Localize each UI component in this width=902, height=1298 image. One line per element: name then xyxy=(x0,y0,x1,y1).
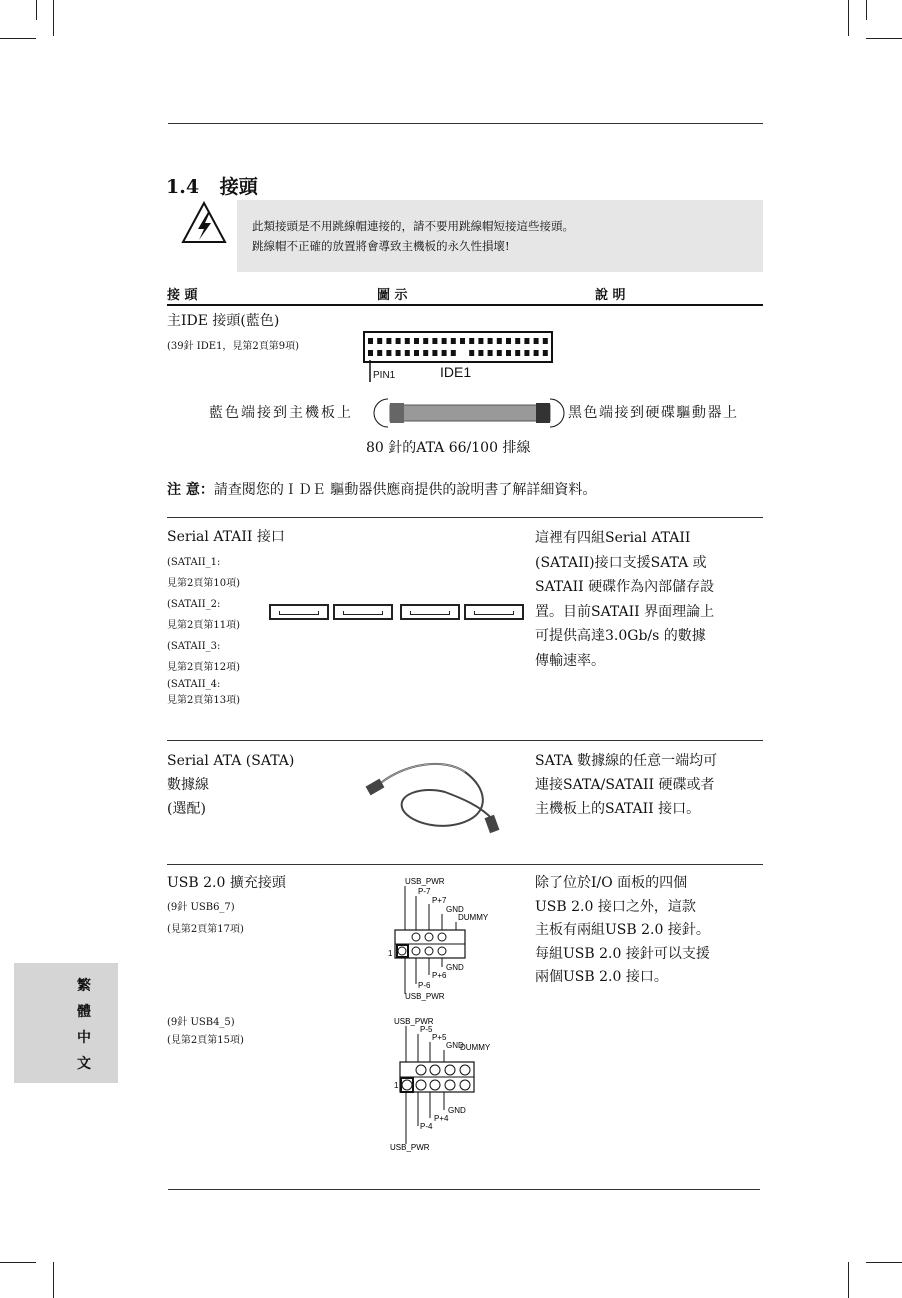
usb-desc-line: 除了位於I/O 面板的四個 xyxy=(535,875,688,891)
sata-cable-description xyxy=(535,749,717,821)
ide-pin xyxy=(451,350,456,356)
sata-cable-title-line: Serial ATA (SATA) xyxy=(167,753,295,769)
ide-pin xyxy=(386,350,391,356)
usb-ref-1b: (見第2頁第17項) xyxy=(167,924,244,935)
usb1-label-pin1: 1 xyxy=(388,949,393,958)
sataii-port-4 xyxy=(464,604,524,620)
ide-pin xyxy=(396,338,401,344)
ide-pin xyxy=(534,338,539,344)
crop-mark xyxy=(848,1262,849,1298)
usb2-label-gnd2: GND xyxy=(448,1106,466,1115)
ide-pin xyxy=(423,338,428,344)
ide-pin xyxy=(534,350,539,356)
ide-pin xyxy=(497,338,502,344)
sata-cable-title xyxy=(167,749,294,821)
ide-pin xyxy=(405,338,410,344)
section-title xyxy=(166,172,258,199)
sataii-title: Serial ATAII 接口 xyxy=(167,529,285,545)
ide-pin xyxy=(506,338,511,344)
usb2-label-dummy: DUMMY xyxy=(460,1043,491,1052)
header-description: 說 明 xyxy=(595,288,626,303)
ide-pin xyxy=(377,338,382,344)
ide-pin xyxy=(524,338,529,344)
ide-pins-ref: (39針 IDE1，見第2頁第9項) xyxy=(167,341,300,352)
side-tab-char: 文 xyxy=(77,1056,91,1072)
sataii-desc-line: (SATAII)接口支援SATA 或 xyxy=(535,554,707,571)
divider xyxy=(167,864,763,865)
sataii-ref: 見第2頁第10項) xyxy=(167,578,240,589)
crop-mark xyxy=(0,1262,36,1263)
note xyxy=(167,479,596,502)
warning-line-1: 此類接頭是不用跳線帽連接的，請不要用跳線帽短接這些接頭。 xyxy=(252,219,574,233)
warning-box xyxy=(237,200,763,272)
section-number: 1.4 xyxy=(166,176,200,198)
ide-pin xyxy=(451,338,456,344)
ide-pin xyxy=(368,350,373,356)
ide-pin xyxy=(488,338,493,344)
warning-line-2: 跳線帽不正確的放置將會導致主機板的永久性損壞! xyxy=(252,239,510,253)
ide-pin xyxy=(515,350,520,356)
header-rule-thick xyxy=(167,304,763,306)
usb-desc-line: 主板有兩組USB 2.0 接針。 xyxy=(535,922,710,938)
usb-header-diagram-2 xyxy=(372,1016,502,1156)
usb-ref-2b: (見第2頁第15項) xyxy=(167,1035,244,1046)
usb-header-diagram-1 xyxy=(372,876,502,1004)
usb2-label-p5: P-5 xyxy=(420,1025,433,1034)
crop-mark xyxy=(866,38,902,39)
usb1-label-p7p: P+7 xyxy=(432,896,447,905)
sata-cable-title-line: (選配) xyxy=(167,801,206,817)
sataii-ref: 見第2頁第11項) xyxy=(167,620,240,631)
sataii-port-1 xyxy=(269,604,329,620)
sata-cable-desc-line: SATA 數據線的任意一端均可 xyxy=(535,753,718,769)
usb-description xyxy=(535,872,710,990)
usb1-label-bottom: USB_PWR xyxy=(405,992,445,1001)
crop-mark xyxy=(53,0,54,36)
side-tab-char: 繁 xyxy=(77,978,91,994)
sataii-desc-line: 這裡有四組Serial ATAII xyxy=(535,530,691,546)
ide-pin xyxy=(469,350,474,356)
sataii-ref: (SATAII_2: xyxy=(167,599,221,610)
usb2-label-bottom: USB_PWR xyxy=(390,1143,430,1152)
ide-pin xyxy=(423,350,428,356)
ide-pin xyxy=(442,338,447,344)
divider xyxy=(167,740,763,741)
footer-rule xyxy=(168,1189,760,1190)
header-diagram: 圖 示 xyxy=(377,288,408,303)
crop-mark xyxy=(866,0,867,20)
sataii-desc-line: 置。目前SATAII 界面理論上 xyxy=(535,603,715,620)
divider xyxy=(167,517,763,518)
ide-pin xyxy=(396,350,401,356)
usb2-label-gnd: GND xyxy=(446,1041,464,1050)
sataii-desc-line: 可提供高達3.0Gb/s 的數據 xyxy=(535,628,706,644)
ide-cable-label: 80 針的ATA 66/100 排線 xyxy=(366,440,531,456)
ide-pin xyxy=(377,350,382,356)
ide-pin xyxy=(432,338,437,344)
sataii-port-2 xyxy=(333,604,393,620)
sataii-ref: (SATAII_3: xyxy=(167,641,221,652)
ide-pin xyxy=(478,350,483,356)
sata-cable-desc-line: 連接SATA/SATAII 硬碟或者 xyxy=(535,777,715,793)
ide-pin xyxy=(524,350,529,356)
ide-pin xyxy=(432,350,437,356)
header-rule xyxy=(168,123,763,124)
crop-mark xyxy=(0,38,36,39)
ide-pin xyxy=(386,338,391,344)
sataii-desc-line: SATAII 硬碟作為內部儲存設 xyxy=(535,579,715,595)
sataii-port-3 xyxy=(400,604,460,620)
usb1-label-p6p: P+6 xyxy=(432,971,447,980)
sata-cable-image xyxy=(365,752,505,836)
crop-mark xyxy=(36,0,37,20)
usb1-label-gnd2: GND xyxy=(446,963,464,972)
side-tab-char: 中 xyxy=(77,1030,91,1046)
note-text: 請查閱您的ＩＤＥ 驅動器供應商提供的說明書了解詳細資料。 xyxy=(213,482,597,498)
warning-icon xyxy=(180,200,228,246)
ide-pin xyxy=(405,350,410,356)
sataii-description xyxy=(535,526,714,673)
ide-ribbon-cable xyxy=(370,395,568,431)
sataii-ref: 見第2頁第12項) xyxy=(167,662,240,673)
sataii-ref: (SATAII_1: xyxy=(167,557,221,568)
usb2-label-p4p: P+4 xyxy=(434,1114,449,1123)
usb1-label-p7: P-7 xyxy=(418,887,431,896)
ide-blue-end-label: 藍色端接到主機板上 xyxy=(209,405,353,421)
ide-pin xyxy=(460,338,465,344)
ide-title: 主IDE 接頭(藍色) xyxy=(167,313,280,329)
usb-desc-line: 兩個USB 2.0 接口。 xyxy=(535,969,668,985)
ide-black-end-label: 黑色端接到硬碟驅動器上 xyxy=(568,405,739,421)
note-label: 注 意： xyxy=(167,482,214,498)
ide-pin xyxy=(497,350,502,356)
usb-ref-2a: (9針 USB4_5) xyxy=(167,1017,235,1028)
usb1-label-p6: P-6 xyxy=(418,981,431,990)
ide-pin xyxy=(543,350,548,356)
crop-mark xyxy=(866,1262,902,1263)
ide-pin xyxy=(414,338,419,344)
sata-cable-desc-line: 主機板上的SATAII 接口。 xyxy=(535,801,701,817)
ide-pin xyxy=(506,350,511,356)
crop-mark xyxy=(848,0,849,36)
usb2-label-p5p: P+5 xyxy=(432,1033,447,1042)
usb-desc-line: USB 2.0 接口之外，這款 xyxy=(535,898,696,915)
ide-pin xyxy=(414,350,419,356)
crop-mark xyxy=(53,1262,54,1298)
ide-pin xyxy=(515,338,520,344)
sataii-ref: (SATAII_4: xyxy=(167,678,221,690)
ide1-label: IDE1 xyxy=(440,364,472,380)
usb1-label-top: USB_PWR xyxy=(405,877,445,886)
sata-cable-title-line: 數據線 xyxy=(167,777,209,793)
usb2-label-p4: P-4 xyxy=(420,1122,433,1131)
side-tab-char: 體 xyxy=(77,1004,91,1020)
ide-pin xyxy=(469,338,474,344)
sataii-ref: 見第2頁第13項) xyxy=(167,695,240,706)
usb-title: USB 2.0 擴充接頭 xyxy=(167,875,286,891)
section-label: 接頭 xyxy=(219,176,258,198)
usb2-label-top: USB_PWR xyxy=(394,1017,434,1026)
header-connector: 接 頭 xyxy=(167,288,198,303)
sataii-refs xyxy=(167,555,240,710)
ide-pin xyxy=(543,338,548,344)
ide-pin xyxy=(368,338,373,344)
usb1-label-dummy: DUMMY xyxy=(458,913,489,922)
ide-pin xyxy=(478,338,483,344)
ide-pin xyxy=(488,350,493,356)
ide-pin xyxy=(442,350,447,356)
language-side-tab xyxy=(14,963,118,1083)
usb-desc-line: 每組USB 2.0 接針可以支援 xyxy=(535,945,710,962)
usb1-label-gnd: GND xyxy=(446,905,464,914)
usb-ref-1a: (9針 USB6_7) xyxy=(167,902,235,913)
sataii-desc-line: 傳輸速率。 xyxy=(535,652,605,669)
ide-pin1-label: PIN1 xyxy=(373,370,396,381)
usb2-label-pin1: 1 xyxy=(394,1081,399,1090)
